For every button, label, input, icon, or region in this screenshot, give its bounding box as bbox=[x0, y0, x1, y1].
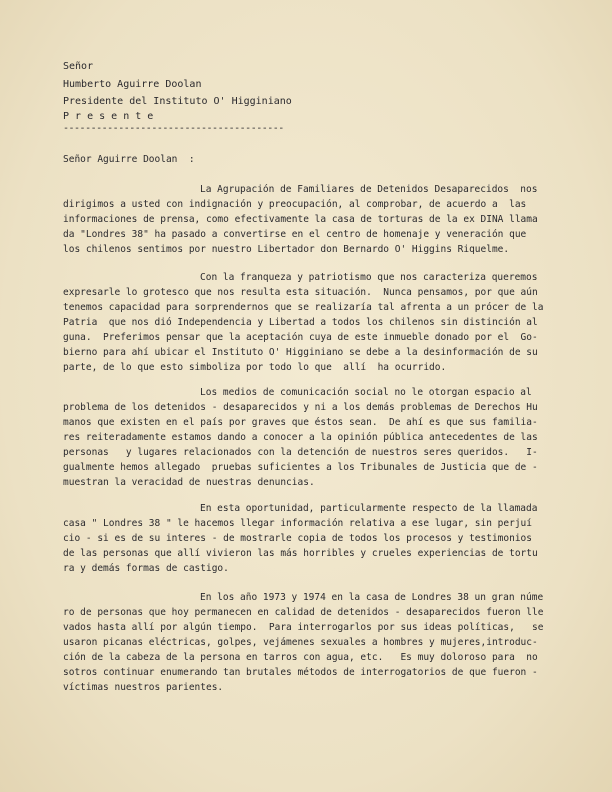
paragraph-line: ro de personas que hoy permanecen en calidad de detenidos - desaparecidos fueron lle bbox=[63, 607, 544, 618]
paragraph-line: vados hasta allí por algún tiempo. Para interrogarlos por sus ideas políticas, se bbox=[63, 622, 544, 633]
paragraph-line: da "Londres 38" ha pasado a convertirse en el centro de homenaje y veneración que bbox=[63, 229, 527, 240]
paragraph-line: manos que existen en el país por graves que éstos sean. De ahí es que sus familia- bbox=[63, 417, 538, 428]
addressee-position: Presidente del Instituto O' Higginiano bbox=[63, 96, 292, 107]
paragraph-line: gualmente hemos allegado pruebas suficientes a los Tribunales de Justicia que de - bbox=[63, 462, 538, 473]
addressee-presente: P r e s e n t e bbox=[63, 111, 154, 122]
paragraph-line: cio - si es de su interes - de mostrarle copia de todos los procesos y testimonios bbox=[63, 533, 532, 544]
salutation: Señor Aguirre Doolan : bbox=[63, 154, 195, 165]
paragraph-line: ción de la cabeza de la persona en tarros con agua, etc. Es muy doloroso para no bbox=[63, 652, 538, 663]
paragraph-line: ra y demás formas de castigo. bbox=[63, 563, 229, 574]
paragraph-line: Los medios de comunicación social no le otorgan espacio al bbox=[200, 387, 532, 398]
paragraph-line: La Agrupación de Familiares de Detenidos Desaparecidos nos bbox=[200, 184, 538, 195]
paragraph-line: casa " Londres 38 " le hacemos llegar información relativa a ese lugar, sin perjuí bbox=[63, 518, 532, 529]
paragraph-line: personas y lugares relacionados con la detención de nuestros seres queridos. I- bbox=[63, 447, 538, 458]
paragraph-line: En esta oportunidad, particularmente respecto de la llamada bbox=[200, 503, 538, 514]
paragraph-line: expresarle lo grotesco que nos resulta esta situación. Nunca pensamos, por que aún bbox=[63, 287, 538, 298]
header-rule: ---------------------------------------- bbox=[63, 123, 284, 134]
paragraph-line: guna. Preferimos pensar que la aceptación cuya de este inmueble donado por el Go- bbox=[63, 332, 538, 343]
paragraph-line: los chilenos sentimos por nuestro Libertador don Bernardo O' Higgins Riquelme. bbox=[63, 244, 510, 255]
paragraph-line: tenemos capacidad para sorprendernos que se realizaría tal afrenta a un prócer de la bbox=[63, 302, 544, 313]
paragraph-line: En los año 1973 y 1974 en la casa de Londres 38 un gran núme bbox=[200, 592, 544, 603]
paragraph-line: problema de los detenidos - desaparecidos y ni a los demás problemas de Derechos Hu bbox=[63, 402, 538, 413]
paragraph-line: de las personas que allí vivieron las más horribles y crueles experiencias de tortu bbox=[63, 548, 538, 559]
paragraph-line: Con la franqueza y patriotismo que nos caracteriza queremos bbox=[200, 272, 538, 283]
paragraph-line: víctimas nuestros parientes. bbox=[63, 682, 224, 693]
paragraph-line: usaron picanas eléctricas, golpes, vejámenes sexuales a hombres y mujeres,introduc- bbox=[63, 637, 538, 648]
paragraph-line: muestran la veracidad de nuestras denuncias. bbox=[63, 477, 315, 488]
paragraph-line: dirigimos a usted con indignación y preocupación, al comprobar, de acuerdo a las bbox=[63, 199, 527, 210]
paragraph-line: parte, de lo que esto simboliza por todo lo que allí ha ocurrido. bbox=[63, 362, 447, 373]
paragraph-line: sotros continuar enumerando tan brutales métodos de interrogatorios de que fueron - bbox=[63, 667, 538, 678]
addressee-name: Humberto Aguirre Doolan bbox=[63, 79, 202, 90]
paragraph-line: informaciones de prensa, como efectivamente la casa de torturas de la ex DINA llama bbox=[63, 214, 538, 225]
paragraph-line: bierno para ahí ubicar el Instituto O' Higginiano se debe a la desinformación de su bbox=[63, 347, 538, 358]
paragraph-line: res reiteradamente estamos dando a conocer a la opinión pública antecedentes de las bbox=[63, 432, 538, 443]
paragraph-line: Patria que nos dió Independencia y Libertad a todos los chilenos sin distinción al bbox=[63, 317, 538, 328]
addressee-title: Señor bbox=[63, 61, 94, 72]
